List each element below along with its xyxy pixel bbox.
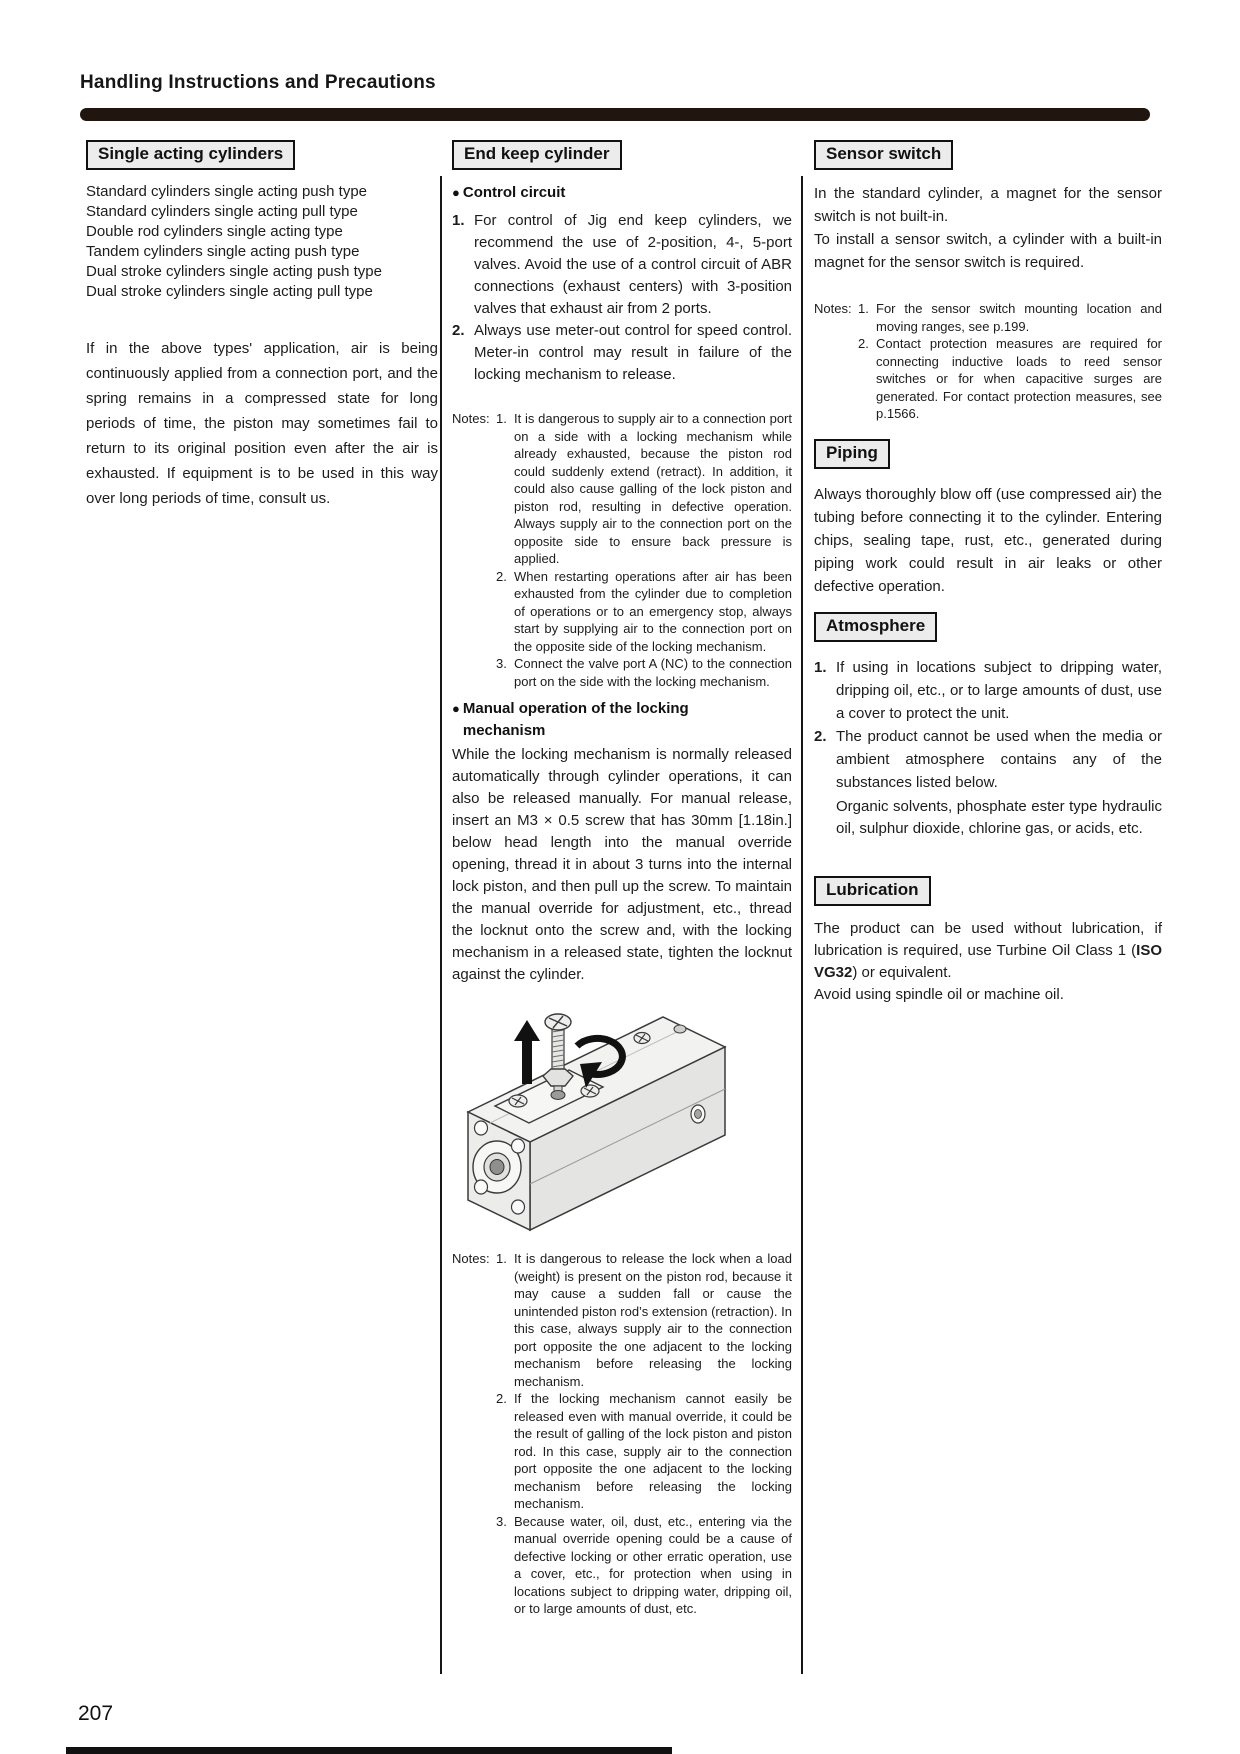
manual-operation-notes — [452, 1250, 792, 1618]
atmosphere-substances: Organic solvents, phosphate ester type hydraulic oil, sulphur dioxide, chlorine gas, or acids, etc. — [836, 797, 1162, 837]
column-end-keep — [452, 140, 792, 1618]
lubrication-paragraph-2: Avoid using spindle oil or machine oil. — [814, 985, 1064, 1003]
note-row: 2. If the locking mechanism cannot easily be released even with manual override, it could be the result of galling of the lock piston and piston rod. In this case, supply air to the connection port opposite the one adjacent to the locking mechanism before releasing the locking mechanism. — [496, 1391, 792, 1511]
cylinder-illustration — [430, 994, 760, 1242]
cylinder-body — [468, 1017, 725, 1230]
list-item: Standard cylinders single acting push type — [86, 183, 368, 200]
column-divider-2 — [801, 176, 803, 1674]
column-divider-1 — [440, 176, 442, 1674]
list-item: Double rod cylinders single acting type — [86, 223, 343, 240]
atmosphere-item: 2. The product cannot be used when the media or ambient atmosphere contains any of the substances listed below. — [814, 727, 1162, 791]
list-item: Dual stroke cylinders single acting pull type — [86, 283, 373, 300]
sensor-notes — [814, 300, 1162, 423]
section-header-lubrication: Lubrication — [814, 876, 931, 906]
note-row: Notes: 1. For the sensor switch mounting location and moving ranges, see p.199. — [814, 301, 1162, 334]
heading-label: Control circuit — [462, 184, 566, 201]
control-circuit-item: 1. For control of Jig end keep cylinders, we recommend the use of 2-position, 4-, 5-port valves. Avoid the use of a control circuit of ABR connections (exhaust centers) with 3-position valves that exhaust air from 2 ports. — [452, 212, 792, 317]
section-header-end-keep-cylinder: End keep cylinder — [452, 140, 622, 170]
heading-label: Manual operation of the locking mechanism — [462, 700, 689, 739]
bullet-icon: ● — [452, 185, 460, 200]
list-item: Tandem cylinders single acting push type — [86, 243, 360, 260]
atmosphere-item: 1. If using in locations subject to dripping water, dripping oil, etc., or to large amounts of dust, use a cover to protect the unit. — [814, 658, 1162, 722]
single-acting-paragraph: If in the above types' application, air is being continuously applied from a connection port, and the spring remains in a compressed state for long periods of time, the piston may sometimes fail to return to its original position even after the air is exhausted. If equipment is to be used in this way over long periods of time, consult us. — [86, 340, 438, 507]
control-circuit-item: 2. Always use meter-out control for speed control. Meter-in control may result in failure of the locking mechanism to release. — [452, 322, 792, 383]
page-number: 207 — [78, 1702, 114, 1725]
note-row: 3. Connect the valve port A (NC) to the connection port on the side with the locking mechanism. — [496, 656, 792, 689]
page-edge-mark — [66, 1747, 672, 1754]
sensor-paragraph-1: In the standard cylinder, a magnet for the sensor switch is not built-in. — [814, 185, 1162, 225]
section-header-sensor-switch: Sensor switch — [814, 140, 953, 170]
bullet-icon: ● — [452, 701, 460, 716]
manual-operation-heading — [452, 698, 752, 742]
title-underline-bar — [80, 108, 1150, 121]
column-sensor-piping — [814, 140, 1162, 1006]
control-circuit-heading — [452, 182, 792, 204]
page-title: Handling Instructions and Precautions — [80, 72, 436, 93]
cylinder-type-list — [86, 182, 438, 302]
iso-grade: ISO VG32 — [814, 941, 1162, 981]
note-row: Notes: 1. It is dangerous to release the lock when a load (weight) is present on the piston rod, because it may cause a sudden fall or cause the unintended piston rod’s extension (retraction). In this case, always supply air to the connection port opposite the one adjacent to the locking mechanism before releasing the locking mechanism. — [452, 1251, 792, 1389]
lubrication-paragraph: The product can be used without lubrication, if lubrication is required, use Turbine Oil Class 1 (ISO VG32) or equivalent. — [814, 919, 1162, 981]
list-item: Dual stroke cylinders single acting push type — [86, 263, 382, 280]
note-row: 3. Because water, oil, dust, etc., entering via the manual override opening could be a cause of defective locking or other erratic operation, use a cover, etc., for protection when using in locations subject to dripping water, dripping oil, or to large amounts of dust, etc. — [496, 1513, 792, 1616]
note-row: Notes: 1. It is dangerous to supply air to a connection port on a side with a locking mechanism while already exhausted, because the piston rod could suddenly extend (retract). In addition, it could also cause galling of the lock piston and piston rod, resulting in defective operation. Always supply air to the connection port on the opposite side to ensure back pressure is applied. — [452, 411, 792, 566]
section-header-single-acting-cylinders: Single acting cylinders — [86, 140, 295, 170]
list-item: Standard cylinders single acting pull type — [86, 203, 358, 220]
section-header-piping: Piping — [814, 439, 890, 469]
piping-paragraph: Always thoroughly blow off (use compressed air) the tubing before connecting it to the cylinder. Entering chips, sealing tape, rust, etc., generated during piping work could result in air leaks or other defective operation. — [814, 485, 1162, 595]
section-header-atmosphere: Atmosphere — [814, 612, 937, 642]
column-single-acting — [86, 140, 438, 511]
up-arrow-icon — [514, 1020, 540, 1084]
control-circuit-notes — [452, 410, 792, 690]
note-row: 2. Contact protection measures are required for connecting inductive loads to reed sensor switches or for when capacitive surges are generated. For contact protection measures, see p.1566. — [858, 336, 1162, 421]
note-row: 2. When restarting operations after air has been exhausted from the cylinder due to completion of operations or to an emergency stop, always start by supplying air to the connection port on the opposite side of the locking mechanism. — [496, 568, 792, 654]
sensor-paragraph-2: To install a sensor switch, a cylinder with a built-in magnet for the sensor switch is required. — [814, 231, 1162, 271]
manual-operation-paragraph: While the locking mechanism is normally released automatically through cylinder operations, it can also be released manually. For manual release, insert an M3 × 0.5 screw that has 30mm [1.18in.] below head length into the manual override opening, thread it in about 3 turns into the internal lock piston, and then pull up the screw. To maintain the manual override for adjustment, etc., thread the locknut onto the screw and, with the locking mechanism in a released state, tighten the locknut against the cylinder. — [452, 746, 792, 983]
